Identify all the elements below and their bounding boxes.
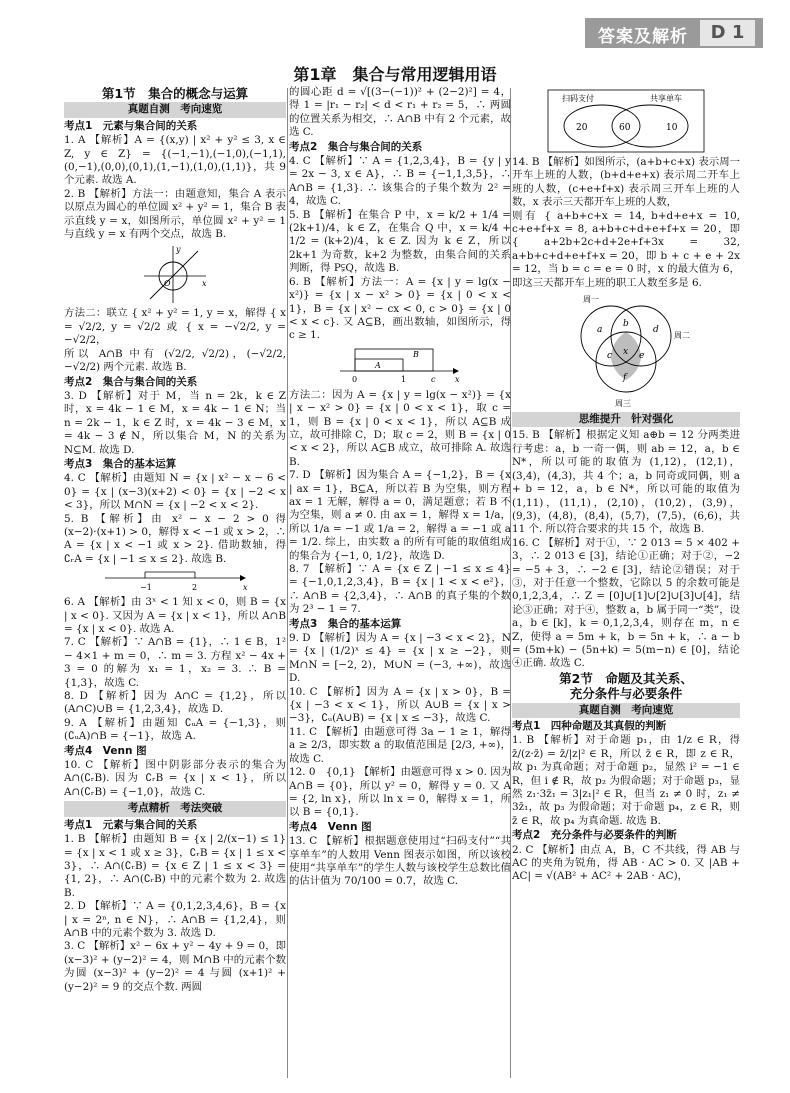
topic-heading: 考点2 充分条件与必要条件的判断 (512, 829, 677, 842)
column-right (512, 86, 740, 884)
answer-paragraph: 1. A 【解析】A = {(x,y) | x² + y² ≤ 3, x ∈ Z, y ∈ Z} = {(−1,−1),(−1,0),(−1,1),(0,−1),(0,0),(0,1),(1,−1),(1,0),(1,1)}，共 9 个元素. 故选 A. (64, 134, 286, 187)
answer-paragraph: 方法二：因为 A = {x | y = lg(x − x²)} = {x | x − x² > 0} = {x | 0 < x < 1}，取 c = 1，则 B = {x | 0 < x < 1}，所以 A⊆B 成立，故可排除 C，D；取 c = 2，则 B = {x | 0 < x < 2}，所以 A⊆B 成立，故可排除 A. 故选 B. (289, 388, 511, 468)
tick-label: 2 (192, 583, 198, 593)
answer-paragraph: 6. A 【解析】由 3ˣ < 1 知 x < 0，则 B = {x | x < 0}. 又因为 A = {x | x < 1}，所以 A∩B = {x | x < 0}. 故选 A. (64, 596, 286, 635)
column-middle (289, 86, 511, 889)
answer-paragraph: 11. C 【解析】由题意可得 3a − 1 ≥ 1，解得 a ≥ 2/3，即实数 a 的取值范围是 [2/3, +∞)，故选 C. (289, 725, 511, 765)
answer-paragraph: 所以 A∩B 中有 (√2/2, √2/2)，(−√2/2, −√2/2) 两个元素. 故选 B. (64, 347, 286, 374)
answer-paragraph: 5. B 【解析】在集合 P 中，x = k/2 + 1/4 = (2k+1)/4，k ∈ Z，在集合 Q 中，x = k/4 + 1/2 = (k+2)/4，k ∈ Z. 因为 k ∈ Z，所以 2k+1 为奇数，k+2 为整数，由集合间的关系判断，得 P⫋Q，故选 B. (289, 208, 511, 275)
venn-region-d: d (653, 325, 659, 336)
origin-label: O (164, 279, 171, 289)
column-divider (287, 88, 288, 1078)
column-left (64, 86, 286, 994)
tick-label: c (431, 374, 436, 384)
answer-paragraph: 7. D 【解析】因为集合 A = {−1,2}，B = {x | ax = 1}，B⊆A，所以若 B 为空集，则方程 ax = 1 无解，解得 a = 0，满足题意；若 B 不为空集，则 a ≠ 0. 由 ax = 1，解得 x = 1/a，所以 1/a = −1 或 1/a = 2，解得 a = −1 或 a = 1/2. 综上，由实数 a 的所有可能的取值组成的集合为 {−1, 0, 1/2}，故选 D. (289, 469, 511, 562)
tick-label: 1 (401, 374, 407, 384)
venn-left-value: 20 (576, 123, 588, 133)
answer-paragraph: 12. 0 {0,1} 【解析】由题意可得 x > 0. 因为 A∩B = {0}，所以 y² = 0，解得 y = 0. 又 A = {2, ln x}，所以 ln x = 0，解得 x = 1，所以 B = {0,1}. (289, 766, 511, 819)
section-band: 考点精析 考法突破 (64, 801, 286, 816)
answer-paragraph: 6. B 【解析】方法一：A = {x | y = lg(x − x²)} = {x | x − x² > 0} = {x | 0 < x < 1}，B = {x | x² − cx < 0, c > 0} = {x | 0 < x < c}. 又 A⊆B，画出数轴，如图所示，得 c ≥ 1. (289, 275, 511, 342)
unit-circle-figure (140, 243, 210, 305)
venn-middle-value: 60 (619, 123, 631, 133)
topic-heading: 考点4 Venn 图 (64, 744, 147, 757)
axis-label: x (455, 374, 460, 384)
venn-wed-label: 周三 (615, 399, 631, 409)
tick-label: −1 (140, 583, 152, 593)
topic-heading: 考点1 元素与集合间的关系 (64, 818, 198, 831)
answer-paragraph: 3. D 【解析】对于 M，当 n = 2k，k ∈ Z 时，x = 4k − 1 ∈ M，x = 4k − 1 ∈ N；当 n = 2k − 1，k ∈ Z 时，x = 4k − 3 ∈ M，x = 4k − 3 ∉ N，所以集合 M，N 的关系为 N⊆M. 故选 D. (64, 389, 286, 456)
set-b-label: B (413, 349, 419, 359)
answer-paragraph: 9. A 【解析】由题知 ∁ᵤA = {−1,3}，则 (∁ᵤA)∩B = {−1}，故选 A. (64, 716, 286, 743)
section-band: 真题自测 考向速览 (512, 703, 740, 718)
venn-tue-label: 周二 (674, 331, 690, 341)
answer-paragraph: 则有 { a+b+c+x = 14, b+d+e+x = 10, c+e+f+x = 8, a+b+c+d+e+f+x = 20，即 { a+2b+2c+d+2e+f+3x = 32, a+b+c+d+e+f+x = 20，即 b + c + e + 2x = 12，当 b = c = e = 0 时，x 的最大值为 6，即这三天都开车上班的职工人数至多是 6. (512, 209, 740, 289)
venn-mon-label: 周一 (583, 295, 599, 305)
venn-right-label: 共享单车 (650, 94, 682, 103)
answer-paragraph: 4. C 【解析】由题知 N = {x | x² − x − 6 < 0} = {x | (x−3)(x+2) < 0} = {x | −2 < x < 3}，所以 M∩N = {x | −2 < x < 2}. (64, 472, 286, 512)
venn-region-c: c (607, 351, 613, 362)
answer-paragraph: 方法二：联立 { x² + y² = 1, y = x，解得 { x = √2/2, y = √2/2 或 { x = −√2/2, y = −√2/2， (64, 307, 286, 347)
answer-paragraph: 10. C 【解析】因为 A = {x | x > 0}，B = {x | −3 < x < 1}，所以 A∪B = {x | x > −3}，∁ᵤ(A∪B) = {x | x ≤ −3}，故选 C. (289, 685, 511, 725)
venn-region-x: x (623, 347, 629, 358)
answer-paragraph: 3. C 【解析】x² − 6x + y² − 4y + 9 = 0，即 (x−3)² + (y−2)² = 4，则 M∩B 中的元素个数为圆 (x−3)² + (y−2)² = 4 与圆 (x+1)² + (y−2)² = 9 的交点个数. 两圆 (64, 940, 286, 993)
section-band: 真题自测 考向速览 (64, 102, 286, 117)
answer-paragraph: 8. 7 【解析】∵ A = {x ∈ Z | −1 ≤ x ≤ 4} = {−1,0,1,2,3,4}，B = {x | 1 < x < e²}，∴ A∩B = {2,3,4}，∴ A∩B 的真子集的个数为 2³ − 1 = 7. (289, 563, 511, 616)
set-number-line-figure (335, 345, 465, 387)
topic-heading: 考点1 元素与集合间的关系 (64, 119, 198, 132)
x-axis-label: x (202, 279, 207, 289)
venn-left-label: 扫码支付 (562, 94, 594, 103)
chapter-title: 第1章 集合与常用逻辑用语 (293, 65, 497, 84)
topic-heading: 考点2 集合与集合间的关系 (289, 140, 423, 153)
answer-paragraph: 7. C 【解析】∵ A∩B = {1}，∴ 1 ∈ B，1² − 4×1 + m = 0，∴ m = 3. 方程 x² − 4x + 3 = 0 的解为 x₁ = 1，x₂ = 3. ∴ B = {1,3}，故选 C. (64, 636, 286, 689)
answer-paragraph: 2. B 【解析】方法一：由题意知，集合 A 表示以原点为圆心的单位圆 x² + y² = 1，集合 B 表示直线 y = x，如图所示，单位圆 x² + y² = 1 与直线 y = x 有两个交点，故选 B. (64, 187, 286, 241)
venn-region-b: b (623, 319, 629, 330)
answer-paragraph: 5. B 【解析】由 x² − x − 2 > 0 得 (x−2)·(x+1) > 0，解得 x < −1 或 x > 2，∴ A = {x | x < −1 或 x > 2}. 借助数轴，得 ∁ᵣA = {x | −1 ≤ x ≤ 2}. 故选 B. (64, 512, 286, 565)
topic-heading: 考点3 集合的基本运算 (289, 617, 402, 630)
set-a-label: A (375, 360, 381, 370)
answer-paragraph: 8. D 【解析】因为 A∩C = {1,2}，所以 (A∩C)∪B = {1,2,3,4}，故选 D. (64, 690, 286, 716)
axis-label: x (243, 583, 248, 593)
section-title: 充分条件与必要条件 (569, 686, 683, 702)
answer-paragraph: 14. B 【解析】如图所示，(a+b+c+x) 表示周一开车上班的人数，(b+d+e+x) 表示周二开车上班的人数，(c+e+f+x) 表示周三开车上班的人数，x 表示三天都开车上班的人数， (512, 156, 740, 209)
section-band: 思维提升 针对强化 (512, 412, 740, 427)
section-title: 第1节 集合的概念与运算 (101, 86, 249, 101)
answer-paragraph: 9. D 【解析】因为 A = {x | −3 < x < 2}，N = {x | (1/2)ˣ ≤ 4} = {x | x ≥ −2}，则 M∩N = [−2, 2)，M∪N = (−3, +∞)，故选 D. (289, 632, 511, 685)
answer-paragraph: 2. D 【解析】∵ A = {0,1,2,3,4,6}，B = {x | x = 2ⁿ, n ∈ N}，∴ A∩B = {1,2,4}，则 A∩B 中的元素个数为 3. 故选 D. (64, 900, 286, 939)
answer-paragraph: 的圆心距 d = √[(3−(−1))² + (2−2)²] = 4，得 1 = |r₁ − r₂| < d < r₁ + r₂ = 5，∴ 两圆的位置关系为相交，∴ A∩B 中有 2 个元素，故选 C. (289, 86, 511, 139)
header-page-number: D 1 (700, 20, 755, 46)
topic-heading: 考点1 四种命题及其真假的判断 (512, 720, 667, 732)
answer-paragraph: 1. B 【解析】对于命题 p₁，由 1/z ∈ R，得 z̄/(z·z̄) = z̄/|z|² ∈ R，所以 z̄ ∈ R，即 z ∈ R，故 p₁ 为真命题；对于命题 p₂，显然 i² = −1 ∈ R，但 i ∉ R，故 p₂ 为假命题；对于命题 p₃，显然 z₁·3z̄₁ = 3|z₁|² ∈ R，但当 z₁ ≠ 0 时，z₁ ≠ 3z̄₁，故 p₃ 为假命题；对于命题 p₄，z ∈ R，则 z̄ ∈ R，故 p₄ 为真命题. 故选 B. (512, 734, 740, 827)
topic-heading: 考点3 集合的基本运算 (64, 457, 177, 470)
venn-region-e: e (639, 351, 645, 362)
answer-paragraph: 1. B 【解析】由题知 B = {x | 2/(x−1) ≤ 1} = {x | x < 1 或 x ≥ 3}，∁ᵣB = {x | 1 ≤ x < 3}，∴ A∩(∁ᵣB) = {x ∈ Z | 1 ≤ x < 3} = {1, 2}，∴ A∩(∁ᵣB) 中的元素个数为 2. 故选 B. (64, 833, 286, 899)
tick-label: 0 (352, 374, 358, 384)
topic-heading: 考点4 Venn 图 (289, 820, 372, 833)
y-axis-label: y (176, 245, 181, 255)
topic-heading: 考点2 集合与集合间的关系 (64, 375, 198, 388)
venn-payment-figure (546, 88, 706, 154)
number-line-figure (100, 568, 250, 594)
section-title: 第2节 命题及其关系、 (559, 670, 693, 686)
answer-paragraph: 4. C 【解析】∵ A = {1,2,3,4}，B = {y | y = 2x − 3, x ∈ A}，∴ B = {−1,1,3,5}，∴ A∩B = {1,3}. ∴ 该集合的子集个数为 2² = 4，故选 C. (289, 155, 511, 208)
venn-three-days-figure (541, 292, 711, 410)
venn-region-f: f (623, 373, 627, 384)
answer-paragraph: 16. C 【解析】对于①，∵ 2 013 = 5 × 402 + 3，∴ 2 013 ∈ [3]，结论①正确；对于②，−2 = −5 + 3，∴ −2 ∈ [3]，结论②错误；对于③，对于任意一个整数，它除以 5 的余数可能是 0,1,2,3,4，∴ Z = [0]∪[1]∪[2]∪[3]∪[4]，结论③正确；对于④，整数 a，b 属于同一“类”，设 a，b ∈ [k]，k = 0,1,2,3,4，则存在 m，n ∈ Z，使得 a = 5m + k，b = 5n + k，∴ a − b = (5m+k) − (5n+k) = 5(m−n) ∈ [0]，结论④正确. 故选 C. (512, 536, 740, 670)
answer-paragraph: 2. C 【解析】由点 A，B，C 不共线，得 AB 与 AC 的夹角为锐角，得 AB · AC > 0. 又 |AB + AC| = √(AB² + AC² + 2AB · AC)， (512, 843, 740, 883)
venn-region-a: a (597, 325, 603, 336)
venn-right-value: 10 (666, 123, 678, 133)
answer-paragraph: 10. C 【解析】图中阴影部分表示的集合为 A∩(∁ᵣB). 因为 ∁ᵣB = {x | x < 1}，所以 A∩(∁ᵣB) = {−1,0}，故选 C. (64, 759, 286, 798)
answer-paragraph: 15. B 【解析】根据定义知 a⊕b = 12 分两类进行考虑：a，b 一奇一偶，则 ab = 12，a，b ∈ N*，所以可能的取值为 (1,12)，(12,1)，(3,4)，(4,3)，共 4 个；a，b 同奇或同偶，则 a + b = 12，a，b ∈ N*，所以可能的取值为 (1,11)，(11,1)，(2,10)，(10,2)，(3,9)，(9,3)，(4,8)，(8,4)，(5,7)，(7,5)，(6,6)，共 11 个. 所以符合要求的共 15 个，故选 B. (512, 429, 740, 536)
answer-paragraph: 13. C 【解析】根据题意使用过“扫码支付”“共享单车”的人数用 Venn 图表示如图，所以该校使用“共享单车”的学生人数与该校学生总数比值的估计值为 70/100 = 0.7，故选 C. (289, 835, 511, 888)
header-title: 答案及解析 (598, 27, 688, 47)
